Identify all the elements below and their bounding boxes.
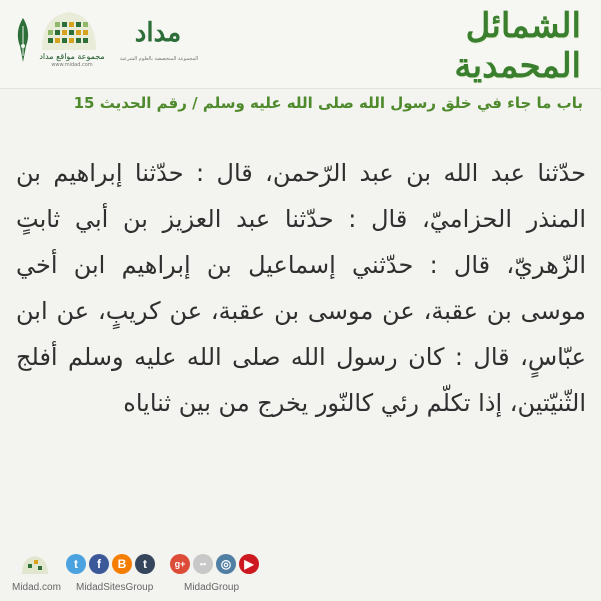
quill-pen-icon bbox=[12, 16, 34, 64]
group-label: MidadGroup bbox=[184, 582, 240, 593]
chapter-subtitle: باب ما جاء في خلق رسول الله صلى الله عليه وسلم / رقم الحديث 15 bbox=[73, 94, 583, 112]
mosaic-logo-text: مجموعة مواقع مداد bbox=[39, 52, 105, 61]
youtube-icon[interactable]: ▶ bbox=[239, 554, 259, 574]
instagram-icon[interactable]: ◎ bbox=[216, 554, 236, 574]
header-divider bbox=[0, 88, 601, 89]
midad-mini-logo-icon bbox=[20, 554, 50, 576]
mosaic-logo-url: www.midad.com bbox=[51, 62, 93, 68]
google-plus-icon[interactable]: g+ bbox=[170, 554, 190, 574]
site-label: Midad.com bbox=[12, 582, 61, 593]
blogger-icon[interactable]: B bbox=[112, 554, 132, 574]
sites-group-label: MidadSitesGroup bbox=[76, 582, 154, 593]
midad-logo: مداد bbox=[134, 18, 182, 48]
book-title: الشمائل المحمدية bbox=[454, 6, 581, 86]
hadith-text: حدّثنا عبد الله بن عبد الرّحمن، قال : حدّثنا إبراهيم بن المنذر الحزاميّ، قال : حدّثنا عبد العزيز بن أبي ثابتٍ الزّهريّ، قال : حدّثني إسماعيل بن إبراهيم ابن أخي موسى بن عقبة، عن موسى بن عقبة، عن كريبٍ، عن ابن عبّاسٍ، قال : كان رسول الله صلى الله عليه وسلم أفلج الثّنيّتين، إذا تكلّم رئي كالنّور يخرج من بين ثناياه bbox=[16, 159, 586, 417]
facebook-icon[interactable]: f bbox=[89, 554, 109, 574]
logo-group bbox=[10, 8, 200, 70]
footer-group[interactable] bbox=[170, 554, 266, 598]
footer-sites-group[interactable] bbox=[66, 554, 162, 598]
header bbox=[0, 0, 601, 88]
twitter-icon[interactable]: t bbox=[66, 554, 86, 574]
tumblr-icon[interactable]: t bbox=[135, 554, 155, 574]
footer bbox=[0, 548, 601, 601]
footer-site[interactable] bbox=[12, 554, 62, 598]
mosaic-dome-icon bbox=[38, 10, 100, 52]
midad-logo-subtitle: المجموعة المتخصصة بالعلوم الشرعية bbox=[119, 56, 199, 62]
flickr-icon[interactable]: •• bbox=[193, 554, 213, 574]
